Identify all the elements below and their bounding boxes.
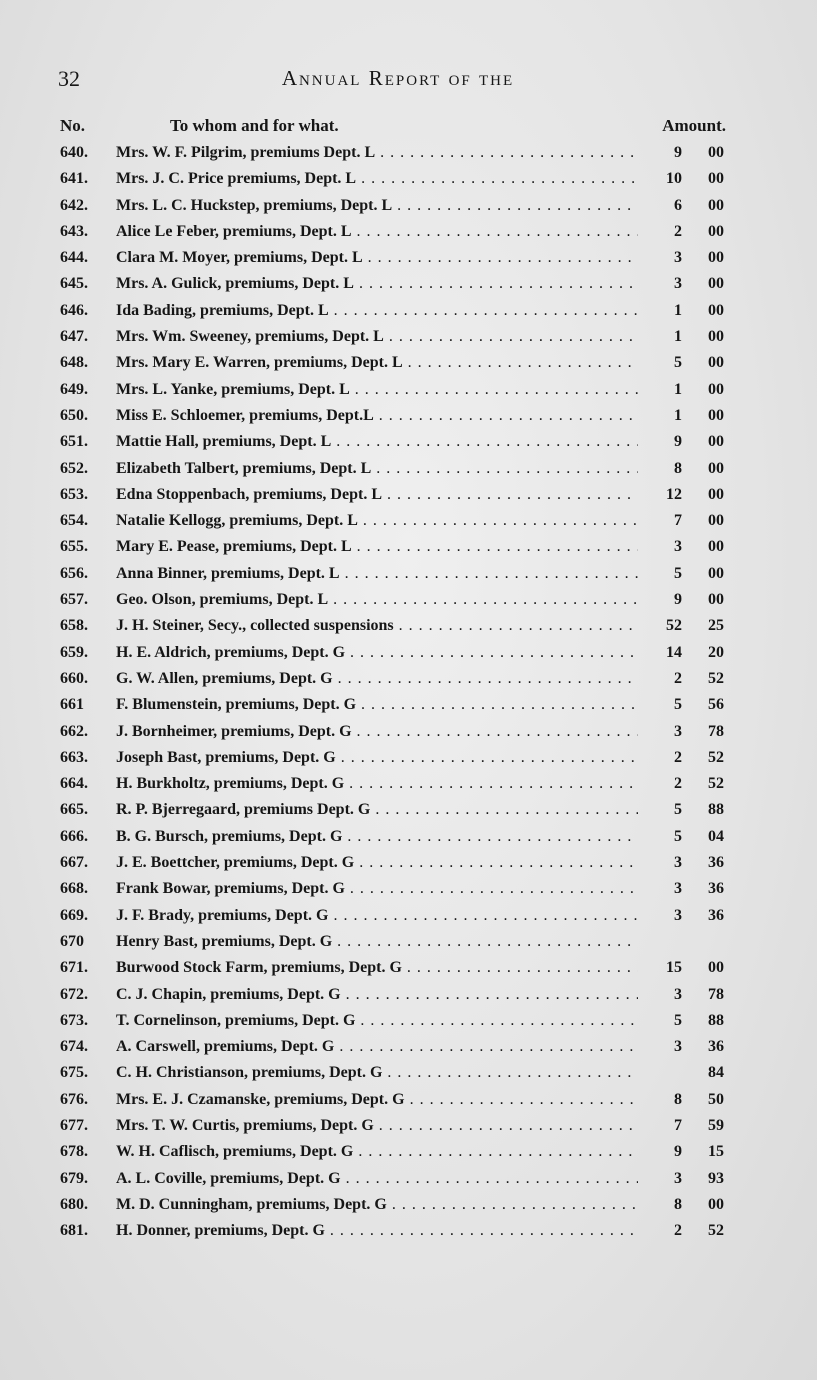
entry-description: Clara M. Moyer, premiums, Dept. L . . .: [116, 249, 638, 267]
amount-cents: 00: [708, 538, 724, 556]
entry-number: 674.: [60, 1038, 88, 1056]
amount-dollars: 5: [674, 564, 682, 582]
table-row: [58, 1035, 728, 1061]
table-row: [58, 1061, 728, 1087]
entry-description: F. Blumenstein, premiums, Dept. G . . .: [116, 696, 638, 714]
entry-description: J. F. Brady, premiums, Dept. G . . .: [116, 907, 638, 925]
amount-cents: 00: [708, 459, 724, 477]
entry-number: 644.: [60, 249, 88, 267]
amount-dollars: 9: [674, 144, 682, 161]
table-row: [58, 325, 728, 351]
amount-cents: 00: [708, 433, 724, 451]
table-row: [58, 798, 728, 824]
table-row: [58, 430, 728, 456]
entry-description: Mrs. E. J. Czamanske, premiums, Dept. G . . .: [116, 1091, 638, 1109]
table-row: [58, 220, 728, 246]
column-headers: [58, 116, 728, 140]
entry-description: Geo. Olson, premiums, Dept. L . . .: [116, 591, 638, 609]
amount-cents: 00: [708, 144, 724, 161]
entry-description: Elizabeth Talbert, premiums, Dept. L . . .: [116, 460, 638, 478]
entry-description: Ida Bading, premiums, Dept. L . . .: [116, 302, 638, 320]
amount-cents: 00: [708, 328, 724, 346]
page-number: 32: [58, 66, 80, 91]
amount-cents: 25: [708, 617, 724, 635]
entry-number: 646.: [60, 301, 88, 319]
entry-description: Natalie Kellogg, premiums, Dept. L . . .: [116, 512, 638, 530]
entry-number: 655.: [60, 538, 88, 556]
entry-number: 677.: [60, 1116, 88, 1134]
amount-cents: 00: [708, 959, 724, 977]
amount-dollars: 9: [674, 1143, 682, 1161]
table-row: [58, 614, 728, 640]
table-row: [58, 983, 728, 1009]
entry-number: 657.: [60, 591, 88, 609]
entry-number: 654.: [60, 512, 88, 530]
amount-dollars: 9: [674, 591, 682, 609]
amount-cents: 00: [708, 196, 724, 214]
amount-dollars: 2: [674, 222, 682, 240]
table-row: [58, 904, 728, 930]
amount-dollars: 10: [666, 170, 682, 188]
amount-dollars: 3: [674, 985, 682, 1003]
entry-number: 669.: [60, 906, 88, 924]
column-header-amount: Amount.: [662, 116, 726, 135]
amount-cents: 00: [708, 170, 724, 188]
table-row: [58, 562, 728, 588]
amount-dollars: 15: [666, 959, 682, 977]
entry-description: H. E. Aldrich, premiums, Dept. G . . .: [116, 644, 638, 662]
amount-dollars: 6: [674, 196, 682, 214]
table-row: [58, 588, 728, 614]
amount-cents: 88: [708, 801, 724, 819]
amount-dollars: 5: [674, 1011, 682, 1029]
table-row: [58, 693, 728, 719]
table-row: [58, 1088, 728, 1114]
entry-number: 663.: [60, 748, 88, 766]
ledger-table: [58, 141, 728, 1245]
amount-cents: 36: [708, 1038, 724, 1056]
table-row: [58, 299, 728, 325]
entry-description: Frank Bowar, premiums, Dept. G . . .: [116, 880, 638, 898]
amount-cents: 00: [708, 512, 724, 530]
amount-dollars: 2: [674, 1222, 682, 1240]
entry-number: 656.: [60, 564, 88, 582]
amount-dollars: 5: [674, 801, 682, 819]
amount-cents: 93: [708, 1169, 724, 1187]
entry-number: 664.: [60, 775, 88, 793]
amount-dollars: 1: [674, 406, 682, 424]
entry-description: J. H. Steiner, Secy., collected suspensions . . .: [116, 617, 638, 635]
entry-number: 670: [60, 932, 84, 950]
entry-description: T. Cornelinson, premiums, Dept. G . . .: [116, 1012, 638, 1030]
table-row: [58, 667, 728, 693]
amount-cents: 52: [708, 775, 724, 793]
entry-number: 660.: [60, 669, 88, 687]
entry-description: Mary E. Pease, premiums, Dept. L . . .: [116, 538, 638, 556]
entry-description: Anna Binner, premiums, Dept. L . . .: [116, 565, 638, 583]
amount-cents: 00: [708, 222, 724, 240]
amount-cents: 15: [708, 1143, 724, 1161]
amount-dollars: 3: [674, 249, 682, 267]
table-row: [58, 1114, 728, 1140]
entry-number: 681.: [60, 1222, 88, 1240]
amount-cents: 52: [708, 1222, 724, 1240]
entry-number: 659.: [60, 643, 88, 661]
page-header: [58, 66, 738, 96]
amount-dollars: 2: [674, 669, 682, 687]
amount-cents: 00: [708, 380, 724, 398]
entry-description: Miss E. Schloemer, premiums, Dept.L . . .: [116, 407, 638, 425]
table-row: [58, 1009, 728, 1035]
table-row: [58, 1219, 728, 1245]
entry-description: Mrs. Mary E. Warren, premiums, Dept. L . . .: [116, 354, 638, 372]
entry-number: 661: [60, 696, 84, 714]
amount-dollars: 3: [674, 275, 682, 293]
table-row: [58, 167, 728, 193]
amount-dollars: 7: [674, 512, 682, 530]
table-row: [58, 641, 728, 667]
entry-description: Mattie Hall, premiums, Dept. L . . .: [116, 433, 638, 451]
amount-dollars: 1: [674, 301, 682, 319]
amount-cents: 84: [708, 1064, 724, 1082]
entry-description: Mrs. Wm. Sweeney, premiums, Dept. L . . .: [116, 328, 638, 346]
amount-cents: 20: [708, 643, 724, 661]
amount-dollars: 3: [674, 1038, 682, 1056]
entry-number: 676.: [60, 1090, 88, 1108]
running-title: Annual Report of the: [281, 66, 515, 90]
amount-dollars: 5: [674, 827, 682, 845]
amount-cents: 52: [708, 669, 724, 687]
amount-cents: 00: [708, 275, 724, 293]
amount-cents: 00: [708, 354, 724, 372]
table-row: [58, 877, 728, 903]
amount-dollars: 1: [674, 380, 682, 398]
table-row: [58, 746, 728, 772]
amount-cents: 00: [708, 249, 724, 267]
entry-description: Alice Le Feber, premiums, Dept. L . . .: [116, 223, 638, 241]
amount-dollars: 14: [666, 643, 682, 661]
amount-dollars: 3: [674, 722, 682, 740]
entry-number: 668.: [60, 880, 88, 898]
table-row: [58, 851, 728, 877]
entry-number: 665.: [60, 801, 88, 819]
amount-dollars: 2: [674, 748, 682, 766]
amount-cents: 88: [708, 1011, 724, 1029]
amount-dollars: 12: [666, 485, 682, 503]
amount-cents: 00: [708, 406, 724, 424]
entry-number: 643.: [60, 222, 88, 240]
amount-dollars: 9: [674, 433, 682, 451]
entry-number: 642.: [60, 196, 88, 214]
amount-dollars: 2: [674, 775, 682, 793]
amount-dollars: 3: [674, 906, 682, 924]
amount-cents: 78: [708, 722, 724, 740]
table-row: [58, 483, 728, 509]
table-row: [58, 1140, 728, 1166]
amount-cents: 78: [708, 985, 724, 1003]
table-row: [58, 404, 728, 430]
entry-description: M. D. Cunningham, premiums, Dept. G . . .: [116, 1196, 638, 1214]
amount-dollars: 8: [674, 459, 682, 477]
entry-number: 640.: [60, 144, 88, 161]
entry-description: H. Burkholtz, premiums, Dept. G . . .: [116, 775, 638, 793]
entry-number: 648.: [60, 354, 88, 372]
entry-number: 649.: [60, 380, 88, 398]
entry-number: 662.: [60, 722, 88, 740]
entry-description: Edna Stoppenbach, premiums, Dept. L . . .: [116, 486, 638, 504]
entry-description: J. E. Boettcher, premiums, Dept. G . . .: [116, 854, 638, 872]
table-row: [58, 457, 728, 483]
entry-number: 658.: [60, 617, 88, 635]
table-row: [58, 351, 728, 377]
table-row: [58, 246, 728, 272]
entry-number: 680.: [60, 1195, 88, 1213]
amount-dollars: 3: [674, 880, 682, 898]
entry-description: B. G. Bursch, premiums, Dept. G . . .: [116, 828, 638, 846]
column-header-no: No.: [60, 116, 86, 135]
entry-description: R. P. Bjerregaard, premiums Dept. G . . .: [116, 801, 638, 819]
column-header-whom: To whom and for what.: [170, 116, 339, 135]
amount-dollars: 8: [674, 1195, 682, 1213]
entry-description: A. L. Coville, premiums, Dept. G . . .: [116, 1170, 638, 1188]
entry-number: 672.: [60, 985, 88, 1003]
entry-description: A. Carswell, premiums, Dept. G . . .: [116, 1038, 638, 1056]
entry-description: Henry Bast, premiums, Dept. G . . .: [116, 933, 638, 951]
entry-number: 666.: [60, 827, 88, 845]
table-row: [58, 141, 728, 167]
amount-cents: 52: [708, 748, 724, 766]
amount-cents: 36: [708, 880, 724, 898]
amount-cents: 00: [708, 1195, 724, 1213]
amount-dollars: 52: [666, 617, 682, 635]
amount-dollars: 8: [674, 1090, 682, 1108]
amount-cents: 00: [708, 564, 724, 582]
entry-number: 647.: [60, 328, 88, 346]
entry-description: Mrs. L. C. Huckstep, premiums, Dept. L . . .: [116, 197, 638, 215]
amount-dollars: 5: [674, 354, 682, 372]
entry-description: C. H. Christianson, premiums, Dept. G . . .: [116, 1064, 638, 1082]
entry-description: Mrs. T. W. Curtis, premiums, Dept. G . . .: [116, 1117, 638, 1135]
entry-description: H. Donner, premiums, Dept. G . . .: [116, 1222, 638, 1240]
entry-number: 679.: [60, 1169, 88, 1187]
table-row: [58, 509, 728, 535]
entry-number: 651.: [60, 433, 88, 451]
amount-cents: 00: [708, 591, 724, 609]
amount-cents: 50: [708, 1090, 724, 1108]
amount-cents: 00: [708, 485, 724, 503]
entry-description: W. H. Caflisch, premiums, Dept. G . . .: [116, 1143, 638, 1161]
table-row: [58, 535, 728, 561]
amount-cents: 04: [708, 827, 724, 845]
amount-cents: 59: [708, 1116, 724, 1134]
entry-number: 675.: [60, 1064, 88, 1082]
table-row: [58, 720, 728, 746]
entry-number: 652.: [60, 459, 88, 477]
amount-cents: 36: [708, 854, 724, 872]
entry-number: 641.: [60, 170, 88, 188]
amount-cents: 36: [708, 906, 724, 924]
entry-description: Mrs. W. F. Pilgrim, premiums Dept. L . . .: [116, 144, 638, 162]
entry-number: 645.: [60, 275, 88, 293]
table-row: [58, 272, 728, 298]
table-row: [58, 930, 728, 956]
table-row: [58, 378, 728, 404]
amount-dollars: 1: [674, 328, 682, 346]
amount-cents: 00: [708, 301, 724, 319]
amount-dollars: 3: [674, 538, 682, 556]
table-row: [58, 1193, 728, 1219]
entry-description: Joseph Bast, premiums, Dept. G . . .: [116, 749, 638, 767]
table-row: [58, 1167, 728, 1193]
amount-dollars: 3: [674, 1169, 682, 1187]
entry-number: 678.: [60, 1143, 88, 1161]
entry-description: Mrs. A. Gulick, premiums, Dept. L . . .: [116, 275, 638, 293]
amount-dollars: 5: [674, 696, 682, 714]
entry-number: 650.: [60, 406, 88, 424]
entry-number: 667.: [60, 854, 88, 872]
entry-description: Burwood Stock Farm, premiums, Dept. G . . .: [116, 959, 638, 977]
amount-dollars: 3: [674, 854, 682, 872]
entry-description: J. Bornheimer, premiums, Dept. G . . .: [116, 723, 638, 741]
amount-dollars: 7: [674, 1116, 682, 1134]
entry-number: 671.: [60, 959, 88, 977]
table-row: [58, 825, 728, 851]
entry-description: Mrs. L. Yanke, premiums, Dept. L . . .: [116, 381, 638, 399]
entry-description: G. W. Allen, premiums, Dept. G . . .: [116, 670, 638, 688]
amount-cents: 56: [708, 696, 724, 714]
entry-number: 673.: [60, 1011, 88, 1029]
table-row: [58, 956, 728, 982]
table-row: [58, 194, 728, 220]
entry-number: 653.: [60, 485, 88, 503]
table-row: [58, 772, 728, 798]
entry-description: C. J. Chapin, premiums, Dept. G . . .: [116, 986, 638, 1004]
entry-description: Mrs. J. C. Price premiums, Dept. L . . .: [116, 170, 638, 188]
